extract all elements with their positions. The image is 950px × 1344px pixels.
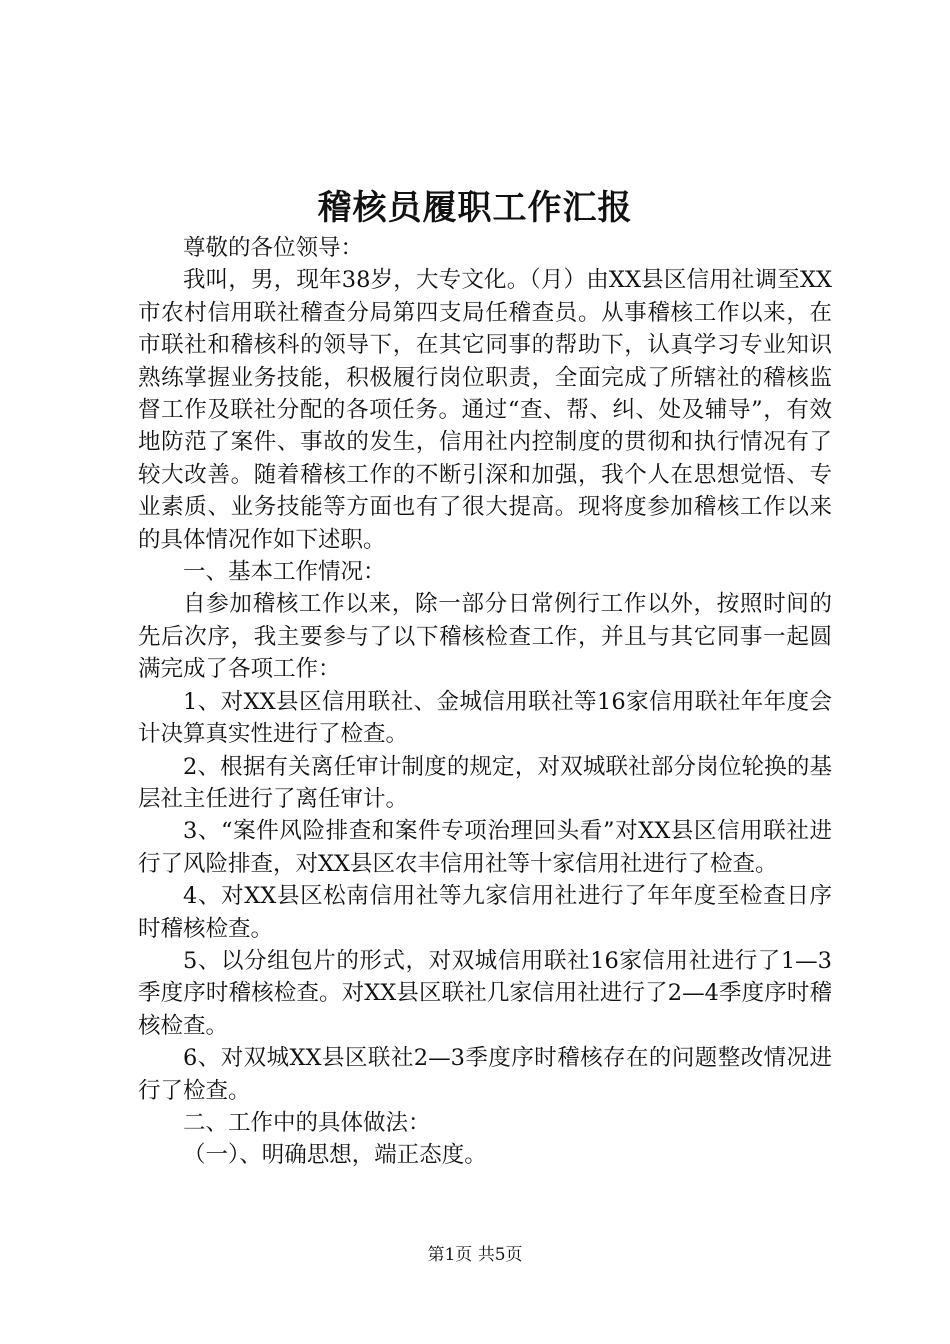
salutation-paragraph: 尊敬的各位领导： (183, 235, 364, 261)
subsection-heading-1: （一）、明确思想，端正态度。 (183, 1142, 487, 1169)
list-item-5: 5、以分组包片的形式，对双城信用联社16家信用社进行了1—3季度序时稽核检查。对XX县区联社几家信用社进行了2—4季度序时稽核检查。 (138, 947, 832, 1039)
list-item-1: 1、对XX县区信用联社、金城信用联社等16家信用联社年年度会计决算真实性进行了检查。 (138, 688, 832, 748)
section-heading-basic-work: 一、基本工作情况： (183, 559, 386, 586)
list-item-4: 4、对XX县区松南信用社等九家信用社进行了年年度至检查日序时稽核检查。 (138, 883, 832, 942)
list-item-6: 6、对双城XX县区联社2—3季度序时稽核存在的问题整改情况进行了检查。 (138, 1045, 832, 1104)
intro-paragraph: 我叫，男，现年38岁，大专文化。（月）由XX县区信用社调至XX市农村信用联社稽查分局第四支局任稽查员。从事稽核工作以来，在市联社和稽核科的领导下，在其它同事的帮助下，认真学习专业知识熟练掌握业务技能，积极履行岗位职责，全面完成了所辖社的稽核监督工作及联社分配的各项任务。通过“查、帮、纠、处及辅导”，有效地防范了案件、事故的发生，信用社内控制度的贯彻和执行情况有了较大改善。随着稽核工作的不断引深和加强，我个人在思想觉悟、专业素质、业务技能等方面也有了很大提高。现将度参加稽核工作以来的具体情况作如下述职。 (138, 267, 832, 553)
document-title: 稽核员履职工作汇报 (317, 188, 633, 228)
list-item-2: 2、根据有关离任审计制度的规定，对双城联社部分岗位轮换的基层社主任进行了离任审计。 (138, 753, 832, 812)
section-heading-methods: 二、工作中的具体做法： (183, 1109, 431, 1136)
document-body (138, 232, 832, 1172)
list-item-3: 3、“案件风险排查和案件专项治理回头看”对XX县区信用联社进行了风险排查，对XX县区农丰信用社等十家信用社进行了检查。 (138, 818, 832, 877)
paragraph-work-overview: 自参加稽核工作以来，除一部分日常例行工作以外，按照时间的先后次序，我主要参与了以下稽核检查工作，并且与其它同事一起圆满完成了各项工作： (138, 591, 832, 683)
page-footer: 第1页 共5页 (427, 1245, 523, 1265)
